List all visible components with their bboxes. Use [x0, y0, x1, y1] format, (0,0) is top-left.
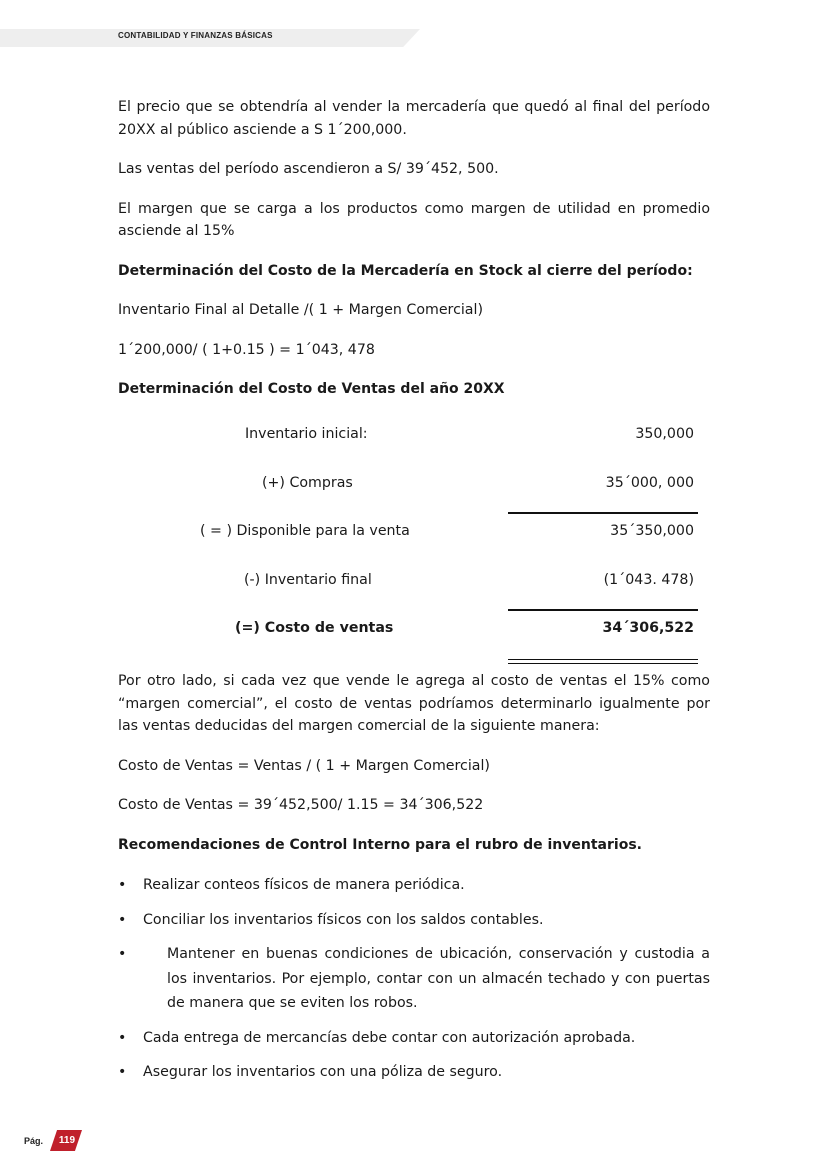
row-label: (=) Costo de ventas	[235, 620, 394, 636]
intro-section	[118, 96, 710, 418]
bullet-icon: •	[118, 1064, 127, 1080]
paragraph-alternative-method: Por otro lado, si cada vez que vende le agrega al costo de ventas el 15% como “margen comercial”, el costo de ventas podríamos determinarlo igualmente por las ventas deducidas del margen comercial de la siguiente manera:	[118, 673, 710, 734]
table-row	[118, 564, 710, 613]
total-rule	[508, 609, 698, 611]
heading-stock-cost: Determinación del Costo de la Mercadería en Stock al cierre del período:	[118, 262, 693, 279]
bullet-icon: •	[118, 911, 127, 928]
cost-of-sales-table	[118, 418, 710, 661]
list-item: • Realizar conteos físicos de manera periódica.	[118, 873, 710, 898]
calculation-cost-of-sales: Costo de Ventas = 39´452,500/ 1.15 = 34´306,522	[118, 797, 484, 813]
paragraph-margin: El margen que se carga a los productos como margen de utilidad en promedio asciende al 15%	[118, 200, 710, 239]
explanation-section	[118, 670, 710, 1095]
bullet-icon: •	[118, 946, 127, 962]
row-label: Inventario inicial:	[245, 426, 368, 442]
calculation-final-inventory: 1´200,000/ ( 1+0.15 ) = 1´043, 478	[118, 341, 375, 358]
double-underline	[508, 659, 698, 660]
table-row-total	[118, 612, 710, 661]
bullet-icon: •	[118, 877, 127, 893]
row-value: 35´350,000	[610, 523, 694, 539]
running-header: CONTABILIDAD Y FINANZAS BÁSICAS	[118, 31, 273, 40]
list-item: • Cada entrega de mercancías debe contar con autorización aprobada.	[118, 1026, 710, 1051]
row-value: (1´043. 478)	[603, 571, 694, 588]
formula-final-inventory: Inventario Final al Detalle /( 1 + Margen Comercial)	[118, 302, 483, 318]
paragraph-sale-price: El precio que se obtendría al vender la mercadería que quedó al final del período 20XX al público asciende a S 1´200,000.	[118, 99, 710, 138]
list-item: • Mantener en buenas condiciones de ubicación, conservación y custodia a los inventarios. Por ejemplo, contar con un almacén techado y con puertas de manera que se eviten los robos.	[118, 942, 710, 1016]
paragraph-sales: Las ventas del período ascendieron a S/ 39´452, 500.	[118, 161, 499, 177]
list-item: • Conciliar los inventarios físicos con los saldos contables.	[118, 908, 710, 933]
heading-cost-of-sales: Determinación del Costo de Ventas del año 20XX	[118, 381, 505, 397]
row-label: ( = ) Disponible para la venta	[200, 523, 410, 539]
subtotal-rule	[508, 512, 698, 514]
page-label: Pág.	[24, 1136, 44, 1146]
heading-internal-control: Recomendaciones de Control Interno para el rubro de inventarios.	[118, 836, 642, 853]
row-label: (-) Inventario final	[244, 571, 372, 588]
table-row	[118, 515, 710, 564]
list-item: • Asegurar los inventarios con una póliza de seguro.	[118, 1060, 710, 1085]
table-row	[118, 467, 710, 516]
row-value: 35´000, 000	[605, 474, 694, 491]
row-label: (+) Compras	[262, 474, 353, 491]
page-number: 119	[58, 1135, 76, 1146]
recommendations-list	[118, 873, 710, 1085]
row-value: 350,000	[635, 426, 694, 442]
row-value: 34´306,522	[602, 620, 694, 636]
formula-cost-of-sales: Costo de Ventas = Ventas / ( 1 + Margen Comercial)	[118, 757, 490, 774]
bullet-icon: •	[118, 1029, 127, 1046]
table-row	[118, 418, 710, 467]
